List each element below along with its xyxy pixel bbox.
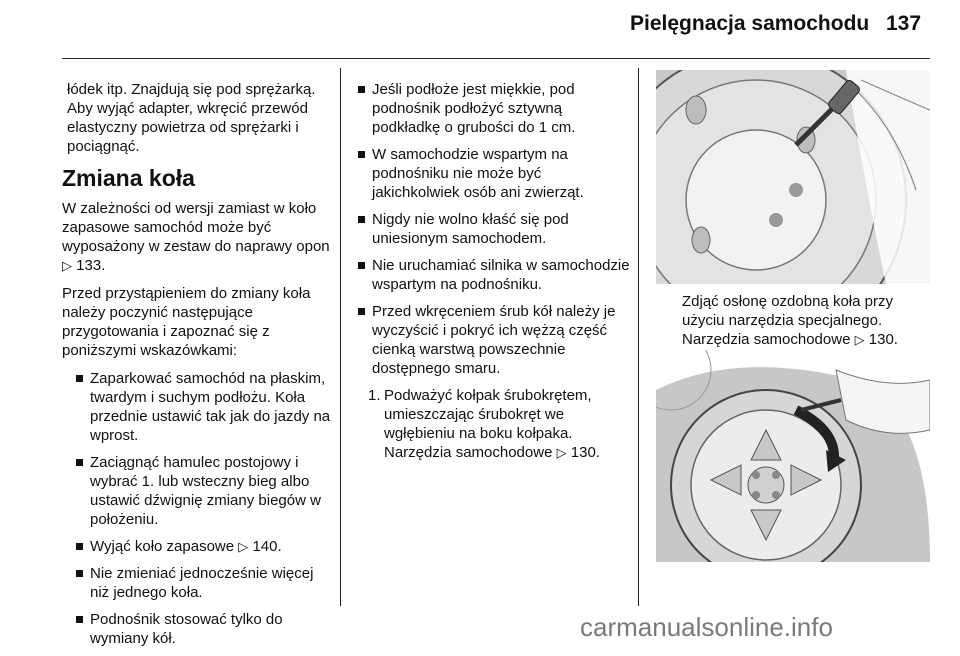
paragraph-tire-kit [62, 199, 334, 275]
column-divider-2 [638, 68, 639, 606]
bullet-icon [358, 151, 365, 158]
bullet-icon [76, 543, 83, 550]
page-ref-icon: ▷ [854, 332, 865, 347]
list-item: Wyjąć koło zapasowe ▷ 140. [76, 537, 334, 556]
bullet-icon [76, 616, 83, 623]
paragraph-text: W zależności od wersji zamiast w koło zapasowe samochód może być wyposażony w zestaw do naprawy opon [62, 200, 330, 255]
page-ref: 133. [76, 257, 106, 274]
list-item: Jeśli podłoże jest miękkie, pod podnośnik podłożyć sztywną podkładkę o grubości do 1 cm. [358, 80, 630, 137]
step-text: Podważyć kołpak śrubokrętem, umieszczając śrubokręt we wgłębieniu na boku kołpaka. Narzędzia samochodowe [384, 387, 592, 461]
page-ref-icon: ▷ [62, 258, 72, 273]
watermark: carmanualsonline.info [580, 612, 833, 642]
step-1 [358, 386, 630, 462]
page-ref: 130. [868, 331, 898, 348]
intro-paragraph: łódek itp. Znajdują się pod sprężarką. Aby wyjąć adapter, wkręcić przewód elastyczny powietrza od sprężarki i pociągnąć. [67, 81, 316, 155]
page-ref-icon: ▷ [238, 539, 249, 554]
list-item: Przed wkręceniem śrub kół należy je wyczyścić i pokryć ich wężzą część cienką warstwą powszechnie dostępnego smaru. [358, 302, 630, 378]
step-number: 1. [368, 387, 381, 404]
list-item: Zaparkować samochód na płaskim, twardym i suchym podłożu. Koła przednie ustawić tak jak do jazdy na wprost. [76, 369, 334, 445]
column-2 [358, 80, 630, 462]
bullet-icon [76, 459, 83, 466]
figure-caption [682, 292, 930, 349]
paragraph-preparation: Przed przystąpieniem do zmiany koła należy poczynić następujące przygotowania i zapoznać się z poniższymi wskazówkami: [62, 285, 311, 359]
hubcap-illustration-svg [656, 350, 930, 562]
bullet-icon [358, 262, 365, 269]
column-divider-1 [340, 68, 341, 606]
page-header-title: Pielęgnacja samochodu [630, 12, 870, 35]
wheel-tool-illustration [656, 70, 930, 284]
list-item: Nie uruchamiać silnika w samochodzie wspartym na podnośniku. [358, 256, 630, 294]
wheel-illustration-svg [656, 70, 930, 284]
column-1 [62, 80, 334, 656]
page-ref: 140. [252, 538, 282, 555]
caption-text: Zdjąć osłonę ozdobną koła przy użyciu narzędzia specjalnego. Narzędzia samochodowe [682, 293, 893, 348]
list-item: Nie zmieniać jednocześnie więcej niż jednego koła. [76, 564, 334, 602]
hubcap-removal-illustration [656, 350, 930, 562]
list-item: Zaciągnąć hamulec postojowy i wybrać 1. lub wsteczny bieg albo ustawić dźwignię zmiany biegów w położeniu. [76, 453, 334, 529]
bullet-icon [358, 86, 365, 93]
list-item: Podnośnik stosować tylko do wymiany kół. [76, 610, 334, 648]
header-rule [62, 58, 930, 59]
list-item: Nigdy nie wolno kłaść się pod uniesionym samochodem. [358, 210, 630, 248]
safety-list [358, 80, 630, 378]
bullet-icon [358, 308, 365, 315]
section-heading: Zmiana koła [62, 165, 195, 191]
bullet-icon [358, 216, 365, 223]
preparation-list [62, 369, 334, 648]
list-item: W samochodzie wspartym na podnośniku nie może być jakichkolwiek osób ani zwierząt. [358, 145, 630, 202]
bullet-icon [76, 570, 83, 577]
page-number: 137 [886, 12, 922, 35]
page-ref-icon: ▷ [556, 445, 567, 460]
page-ref: 130. [570, 444, 600, 461]
bullet-icon [76, 375, 83, 382]
